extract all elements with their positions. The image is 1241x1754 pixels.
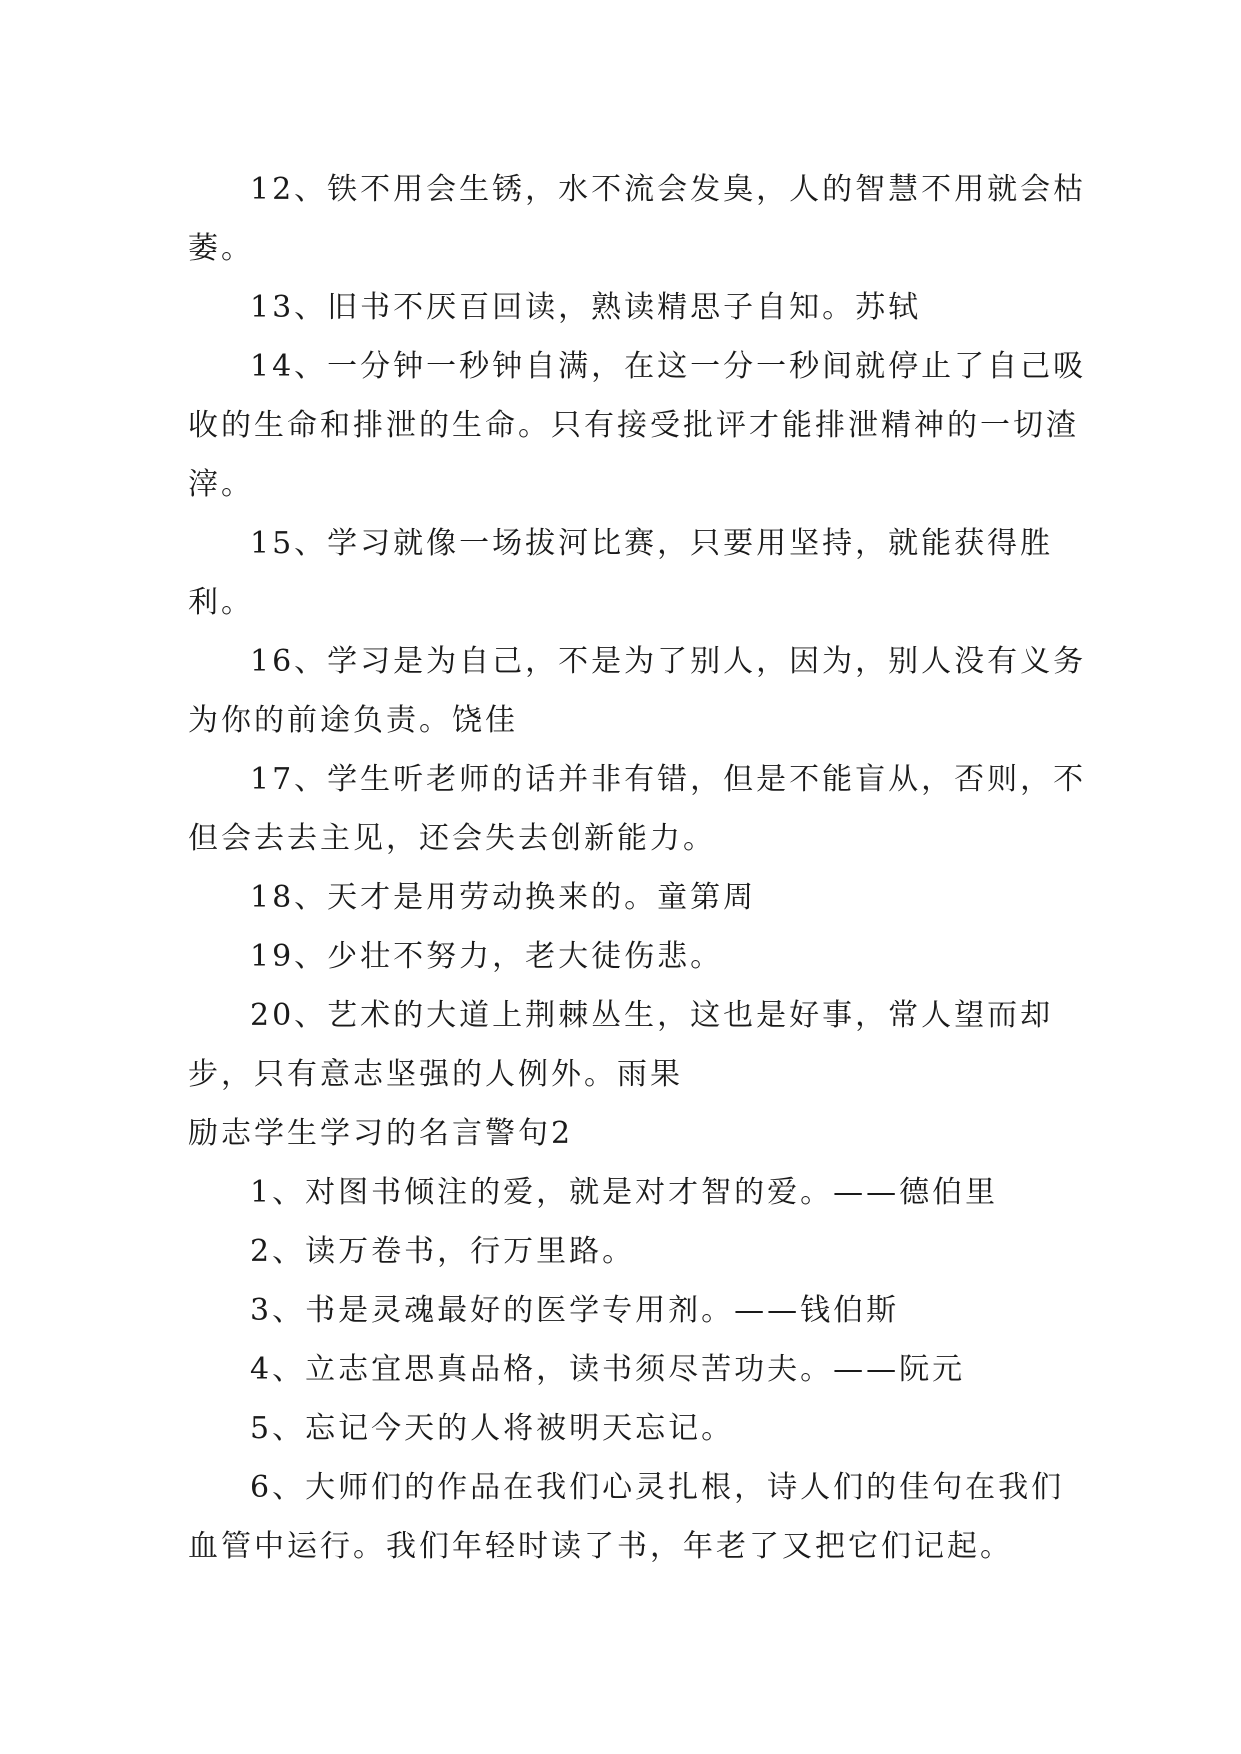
quote-19: 19、少壮不努力，老大徒伤悲。 (250, 939, 724, 974)
quote-3: 3、书是灵魂最好的医学专用剂。——钱伯斯 (250, 1293, 900, 1328)
quote-17: 17、学生听老师的话并非有错，但是不能盲从，否则，不但会去去主见，还会失去创新能力。 (188, 762, 1087, 856)
quote-2: 2、读万卷书，行万里路。 (250, 1234, 636, 1269)
quote-20: 20、艺术的大道上荆棘丛生，这也是好事，常人望而却步，只有意志坚强的人例外。雨果 (188, 998, 1054, 1092)
quote-6: 6、大师们的作品在我们心灵扎根，诗人们的佳句在我们血管中运行。我们年轻时读了书，年老了又把它们记起。 (188, 1470, 1065, 1564)
quote-16: 16、学习是为自己，不是为了别人，因为，别人没有义务为你的前途负责。饶佳 (188, 644, 1087, 738)
quote-14: 14、一分钟一秒钟自满，在这一分一秒间就停止了自己吸收的生命和排泄的生命。只有接受批评才能排泄精神的一切渣滓。 (188, 349, 1087, 502)
quote-12: 12、铁不用会生锈，水不流会发臭，人的智慧不用就会枯萎。 (188, 172, 1087, 266)
quote-18: 18、天才是用劳动换来的。童第周 (250, 880, 757, 915)
quote-15: 15、学习就像一场拔河比赛，只要用坚持，就能获得胜利。 (188, 526, 1054, 620)
quote-5: 5、忘记今天的人将被明天忘记。 (250, 1411, 735, 1446)
quote-13: 13、旧书不厌百回读，熟读精思子自知。苏轼 (250, 290, 922, 325)
document-body (188, 160, 1088, 1576)
section-heading: 励志学生学习的名言警句2 (188, 1116, 574, 1151)
quote-1: 1、对图书倾注的爱，就是对才智的爱。——德伯里 (250, 1175, 999, 1210)
quote-4: 4、立志宜思真品格，读书须尽苦功夫。——阮元 (250, 1352, 966, 1387)
